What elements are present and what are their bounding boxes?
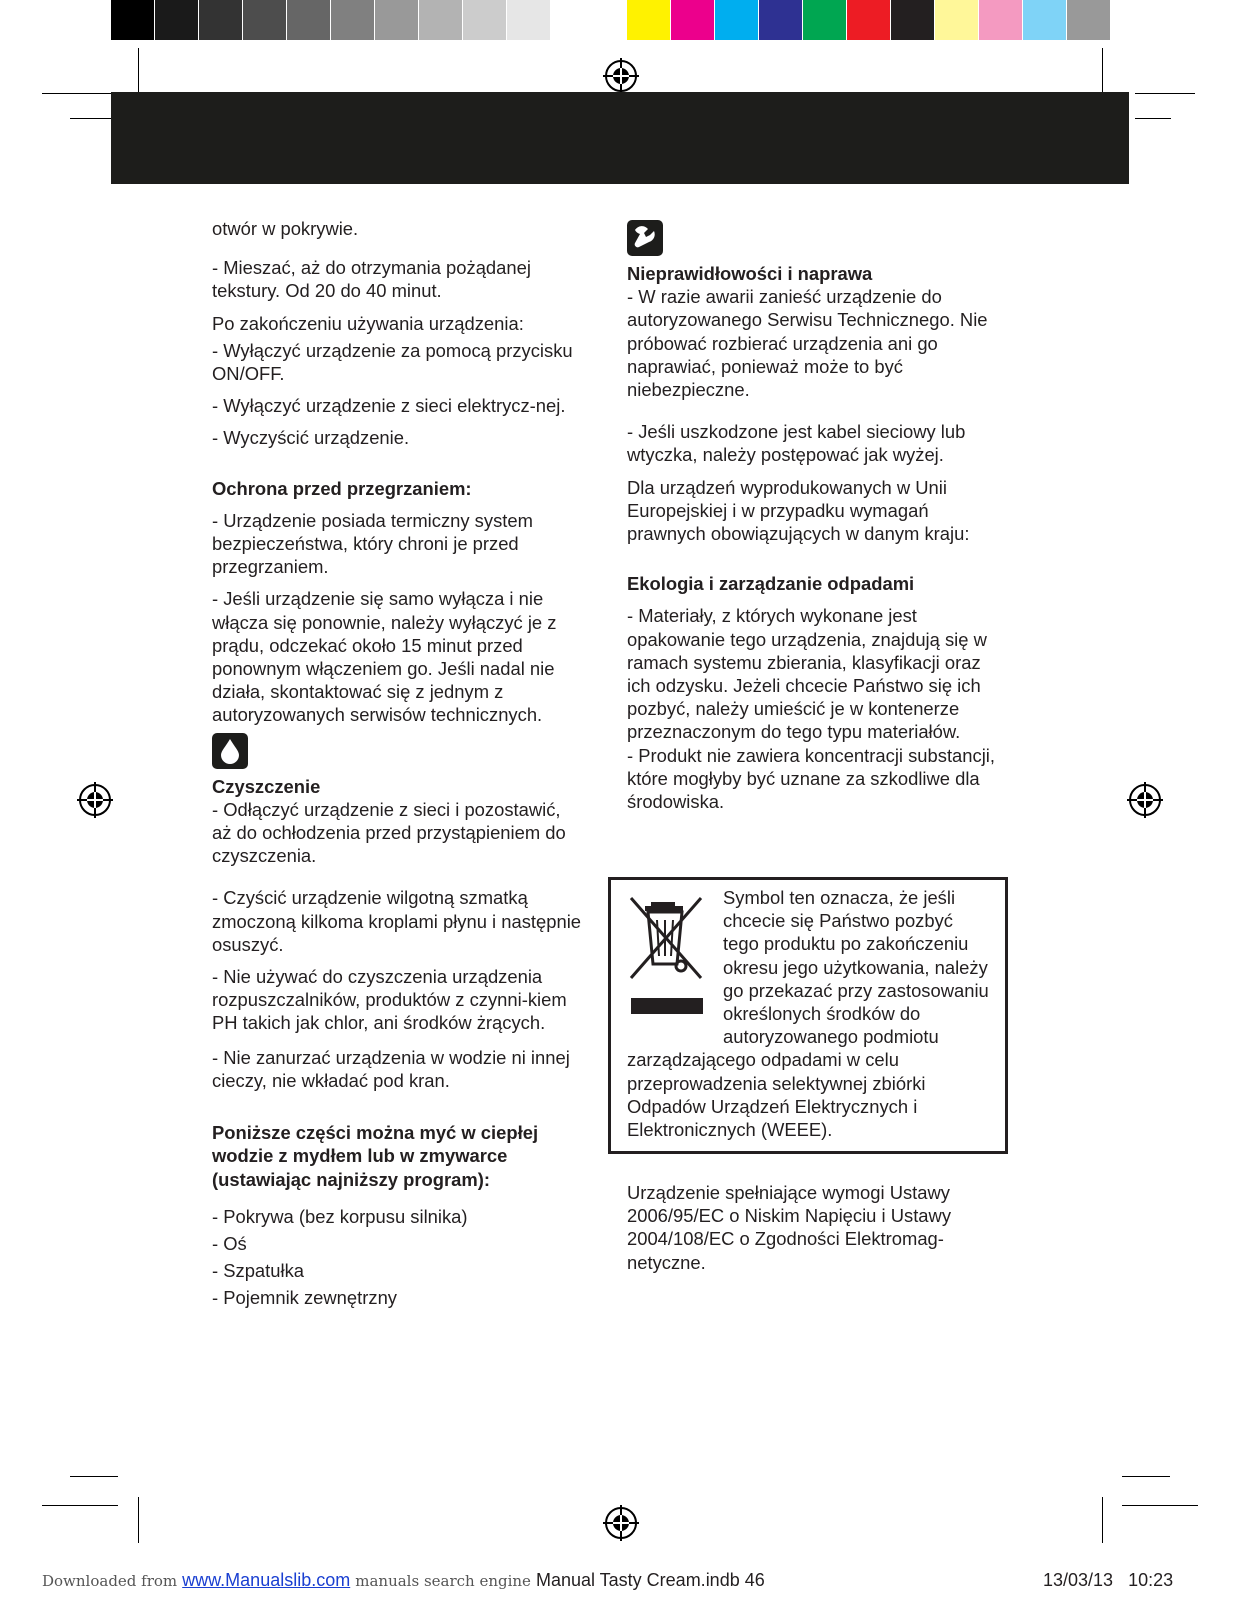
color-swatch [375, 0, 419, 40]
paragraph: - Jeśli urządzenie się samo wyłącza i nie włącza się ponownie, należy wyłączyć je z prądu, odczekać około 15 minut przed ponownym włączeniem go. Jeśli nadal nie działa, skontaktować się z jednym z autoryzowanych serwisów technicznych. [212, 588, 557, 726]
color-swatch [1023, 0, 1067, 40]
paragraph: - Wyczyścić urządzenie. [212, 427, 410, 449]
color-swatch [891, 0, 935, 40]
color-swatch [671, 0, 715, 40]
water-drop-icon [212, 733, 248, 769]
registration-mark-icon [603, 58, 639, 94]
color-swatch [551, 0, 595, 40]
list-item: - Pokrywa (bez korpusu silnika) [212, 1205, 468, 1227]
paragraph: - Nie zanurzać urządzenia w wodzie ni innej cieczy, nie wkładać pod kran. [212, 1046, 570, 1091]
watermark-link[interactable]: www.Manualslib.com [182, 1570, 351, 1590]
registration-mark-icon [1127, 782, 1163, 818]
color-swatch [507, 0, 551, 40]
paragraph: Urządzenie spełniające wymogi Ustawy 2006/95/EC o Niskim Napięciu i Ustawy 2004/108/EC o Zgodności Elektromag-netyczne. [627, 1182, 952, 1273]
file-name: Manual Tasty Cream.indb [535, 1570, 740, 1590]
color-swatch [111, 0, 155, 40]
crop-mark [70, 1476, 118, 1477]
paragraph: - Materiały, z których wykonane jest opakowanie tego urządzenia, znajdują się w ramach systemu zbierania, klasyfikacji oraz ich odzysku. Jeżeli chcecie Państwo się ich pozbyć, należy umieścić je w kontenerze przeznaczonym do tego typu materiałów. [627, 605, 987, 743]
section-heading: Poniższe części można myć w ciepłej wodzie z mydłem lub w zmywarce (ustawiając najniższy program): [212, 1122, 539, 1190]
wrench-icon [627, 220, 663, 256]
color-swatch [155, 0, 199, 40]
registration-mark-icon [77, 782, 113, 818]
compliance-note [627, 1181, 1002, 1274]
color-swatch [463, 0, 507, 40]
weee-notice-box [608, 877, 1008, 1154]
list-item: - Szpatułka [212, 1260, 304, 1282]
paragraph: - Produkt nie zawiera koncentracji substancji, które mogłyby być uznane za szkodliwe dla środowiska. [627, 744, 995, 813]
paragraph: - Mieszać, aż do otrzymania pożądanej tekstury. Od 20 do 40 minut. [212, 257, 531, 302]
header-band [111, 92, 1129, 184]
watermark-suffix: manuals search engine [355, 1572, 531, 1590]
left-column [212, 217, 584, 1310]
color-swatch [419, 0, 463, 40]
crop-mark [1122, 1505, 1198, 1506]
color-swatch [759, 0, 803, 40]
paragraph: - W razie awarii zanieść urządzenie do autoryzowanego Serwisu Technicznego. Nie próbować rozbierać urządzenia ani go naprawiać, ponieważ może to być niebezpieczne. [627, 286, 988, 401]
paragraph: - Jeśli uszkodzone jest kabel sieciowy lub wtyczka, należy postępować jak wyżej. [627, 421, 966, 466]
color-swatch [715, 0, 759, 40]
crop-mark [1135, 118, 1171, 119]
list-item: - Pojemnik zewnętrzny [212, 1287, 397, 1309]
section-heading: Ekologia i zarządzanie odpadami [627, 573, 915, 595]
registration-mark-icon [603, 1505, 639, 1541]
crop-mark [42, 1505, 118, 1506]
paragraph: - Urządzenie posiada termiczny system bezpieczeństwa, który chroni je przed przegrzaniem. [212, 509, 533, 578]
color-swatch [803, 0, 847, 40]
crop-mark [138, 1497, 139, 1543]
footer-left [42, 1570, 765, 1591]
section-heading: Ochrona przed przegrzaniem: [212, 477, 472, 499]
watermark-prefix: Downloaded from [42, 1572, 178, 1590]
color-swatch [847, 0, 891, 40]
color-calibration-bar [627, 0, 1111, 40]
gray-calibration-bar [111, 0, 595, 40]
section-heading: Nieprawidłowości i naprawa [627, 263, 873, 284]
color-swatch [243, 0, 287, 40]
print-date: 13/03/13 [1043, 1570, 1114, 1590]
footer-right [1043, 1570, 1173, 1591]
paragraph: - Czyścić urządzenie wilgotną szmatką zmoczoną kilkoma kroplami płynu i następnie osuszyć. [212, 887, 582, 955]
paragraph: - Nie używać do czyszczenia urządzenia rozpuszczalników, produktów z czynni-kiem PH takich jak chlor, ani środków żrących. [212, 966, 567, 1034]
paragraph: Dla urządzeń wyprodukowanych w Unii Europejskiej i w przypadku wymagań prawnych obowiązujących w danym kraju: [627, 476, 970, 545]
crop-mark [1122, 1476, 1170, 1477]
section-heading: Czyszczenie [212, 775, 321, 797]
crop-mark [1135, 93, 1195, 94]
paragraph: - Wyłączyć urządzenie z sieci elektrycz-nej. [212, 395, 566, 417]
paragraph: - Odłączyć urządzenie z sieci i pozostawić, aż do ochłodzenia przed przystąpieniem do czyszczenia. [212, 798, 566, 867]
page-number: 46 [744, 1570, 765, 1590]
color-swatch [1067, 0, 1111, 40]
right-column [627, 220, 1002, 813]
color-swatch [627, 0, 671, 40]
color-swatch [331, 0, 375, 40]
paragraph: otwór w pokrywie. [212, 218, 359, 239]
crop-mark [1102, 1497, 1103, 1543]
print-time: 10:23 [1128, 1570, 1174, 1590]
weee-text: Symbol ten oznacza, że jeśli chcecie się Państwo pozbyć tego produktu po zakończeniu okresu jego użytkowania, należy go przekazać przy zastosowaniu określonych środków do autoryzowanego podmiotu zarządzającego odpadami w celu przeprowadzenia selektywnej zbiórki Odpadów Urządzeń Elektrycznych i Elektronicznych (WEEE). [627, 887, 989, 1141]
paragraph: Po zakończeniu używania urządzenia: [212, 312, 524, 334]
color-swatch [287, 0, 331, 40]
crop-mark [42, 93, 118, 94]
list-item: - Oś [212, 1232, 247, 1254]
color-swatch [199, 0, 243, 40]
paragraph: - Wyłączyć urządzenie za pomocą przycisku ON/OFF. [212, 339, 573, 385]
color-swatch [979, 0, 1023, 40]
color-swatch [935, 0, 979, 40]
